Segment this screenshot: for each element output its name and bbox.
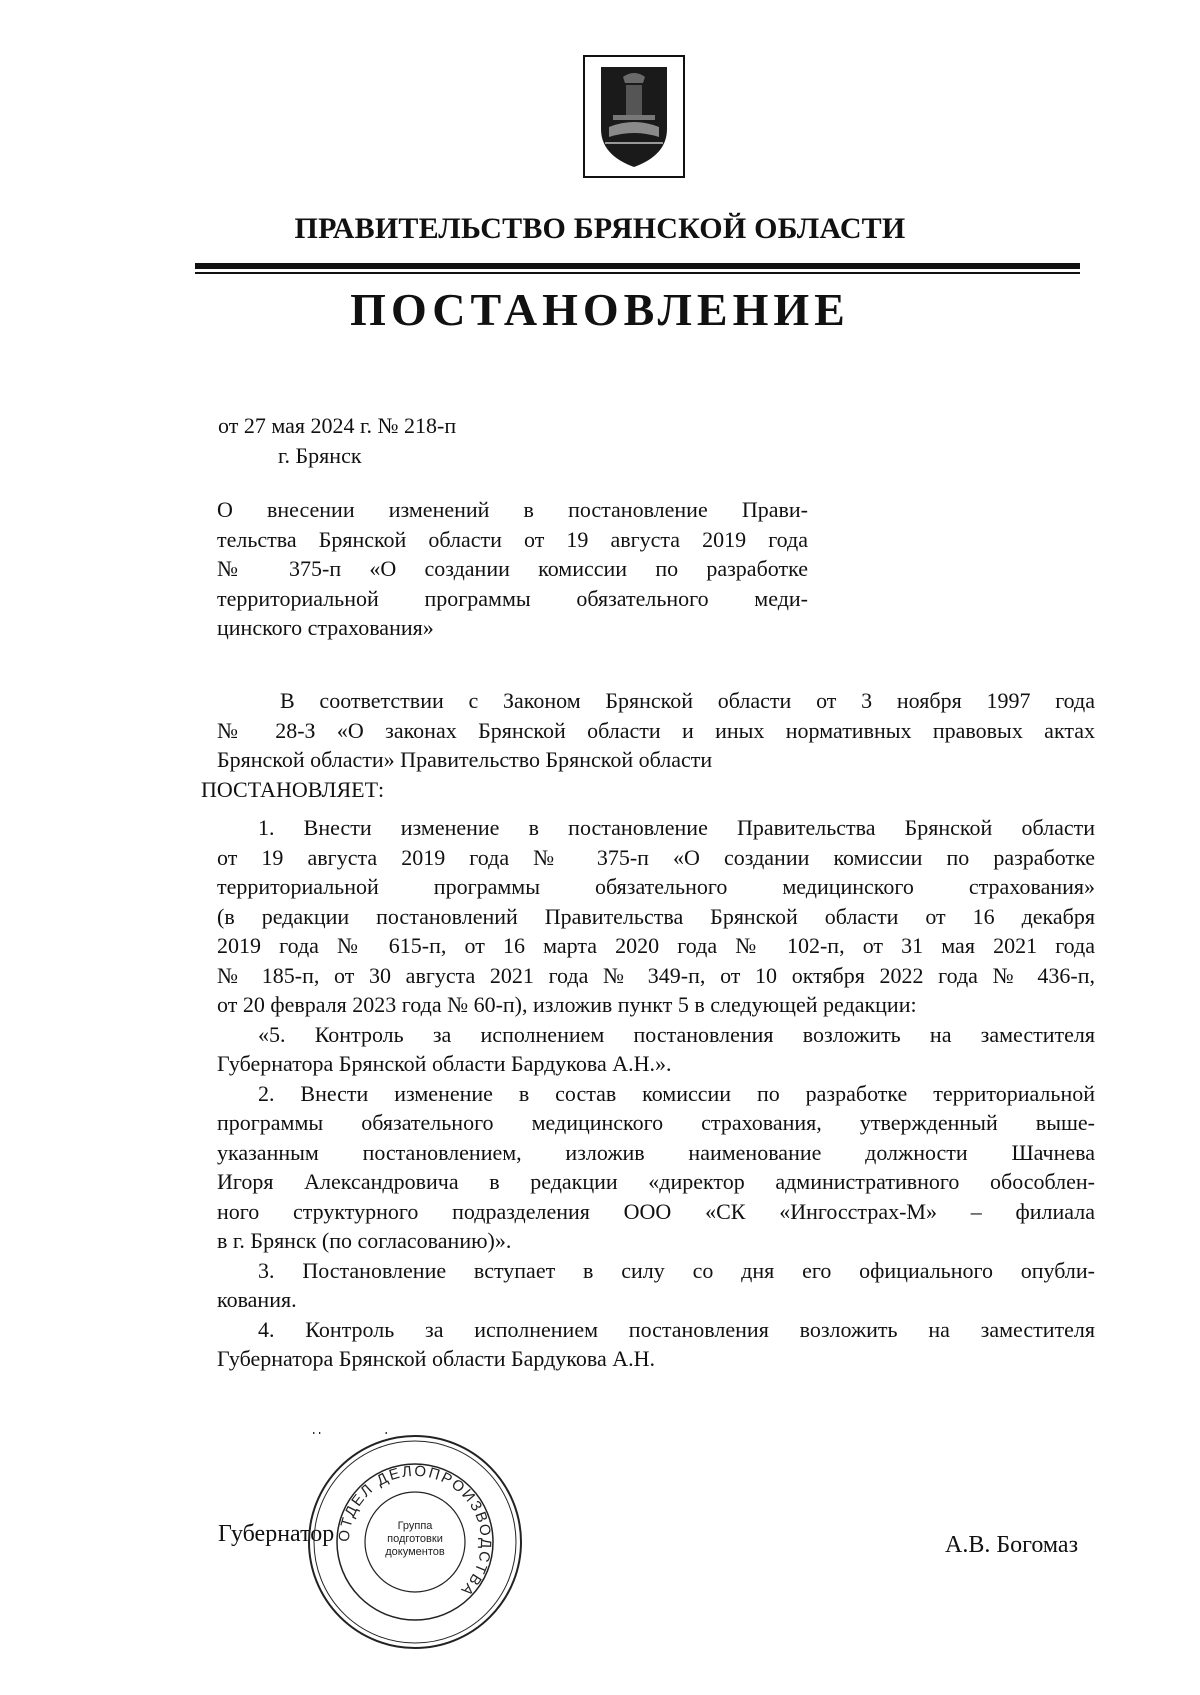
seal-center-text: Группа подготовки документов: [385, 1520, 445, 1558]
subject-line: цинского страхования»: [217, 615, 434, 640]
signatory-name: А.В. Богомаз: [945, 1532, 1079, 1558]
seal-middle-text: ОТДЕЛ ДЕЛОПРОИЗВОДСТВА: [335, 1462, 495, 1601]
bryansk-coat-of-arms-icon: [583, 55, 685, 178]
body-line: 2019 года № 615-п, от 16 марта 2020 года № 102-п, от 31 мая 2021 года: [217, 933, 1095, 958]
body-line: № 185-п, от 30 августа 2021 года № 349-п, от 10 октября 2022 года № 436-п,: [217, 962, 1095, 988]
body-line: от 19 августа 2019 года № 375-п «О создании комиссии по разработке: [217, 844, 1095, 870]
body-line: Губернатора Брянской области Бардукова А.Н.: [217, 1346, 656, 1371]
subject-line: территориальной программы обязательного меди-: [217, 585, 808, 611]
body-line: (в редакции постановлений Правительства Брянской области от 16 декабря: [217, 903, 1095, 929]
city: г. Брянск: [278, 443, 362, 468]
body-line: ного структурного подразделения ООО «СК «Ингосстрах-М» – филиала: [217, 1198, 1095, 1224]
body-line: 4. Контроль за исполнением постановления возложить на заместителя: [258, 1316, 1095, 1342]
round-seal-stamp-icon: [305, 1432, 525, 1652]
seal-outer-text: [305, 1432, 525, 1435]
header-thick-rule: [195, 263, 1080, 269]
signatory-role: Губернатор: [218, 1521, 335, 1547]
date-and-number: от 27 мая 2024 г. № 218-п: [218, 413, 457, 438]
body-line: в г. Брянск (по согласованию)».: [217, 1228, 512, 1253]
body-line: Игоря Александровича в редакции «директор административного обособлен-: [217, 1169, 1095, 1194]
body-line: Губернатора Брянской области Бардукова А.Н.».: [217, 1051, 672, 1076]
government-name: ПРАВИТЕЛЬСТВО БРЯНСКОЙ ОБЛАСТИ: [294, 212, 906, 245]
body-line: Брянской области» Правительство Брянской области: [217, 747, 713, 772]
subject-line: № 375-п «О создании комиссии по разработке: [217, 556, 808, 581]
body-line: территориальной программы обязательного медицинского страхования»: [217, 874, 1095, 899]
coat-of-arms-emblem: [583, 55, 685, 178]
body-line: программы обязательного медицинского страхования, утвержденный выше-: [217, 1110, 1095, 1135]
header-thin-rule: [195, 272, 1080, 274]
body-line: № 28-З «О законах Брянской области и иных нормативных правовых актах: [217, 717, 1095, 743]
body-line: 3. Постановление вступает в силу со дня его официального опубли-: [258, 1257, 1095, 1283]
document-body: [201, 686, 1095, 1374]
subject-line: О внесении изменений в постановление Прави-: [217, 497, 808, 522]
body-line: от 20 февраля 2023 года № 60-п), изложив пункт 5 в следующей редакции:: [217, 992, 917, 1017]
document-type-title: ПОСТАНОВЛЕНИЕ: [350, 284, 850, 335]
body-line: указанным постановлением, изложив наименование должности Шачнева: [217, 1139, 1095, 1165]
header-double-rule: [195, 263, 1080, 274]
body-line: 1. Внести изменение в постановление Правительства Брянской области: [258, 815, 1095, 840]
resolves-keyword: ПОСТАНОВЛЯЕТ:: [201, 776, 385, 802]
seal-graphic: [305, 1432, 525, 1652]
document-subject: [217, 495, 808, 643]
subject-line: тельства Брянской области от 19 августа 2019 года: [217, 526, 808, 552]
body-line: «5. Контроль за исполнением постановления возложить на заместителя: [258, 1021, 1095, 1047]
body-line: 2. Внести изменение в состав комиссии по разработке территориальной: [258, 1080, 1095, 1106]
body-line: В соответствии с Законом Брянской области от 3 ноября 1997 года: [280, 688, 1095, 713]
body-line: кования.: [217, 1287, 297, 1312]
